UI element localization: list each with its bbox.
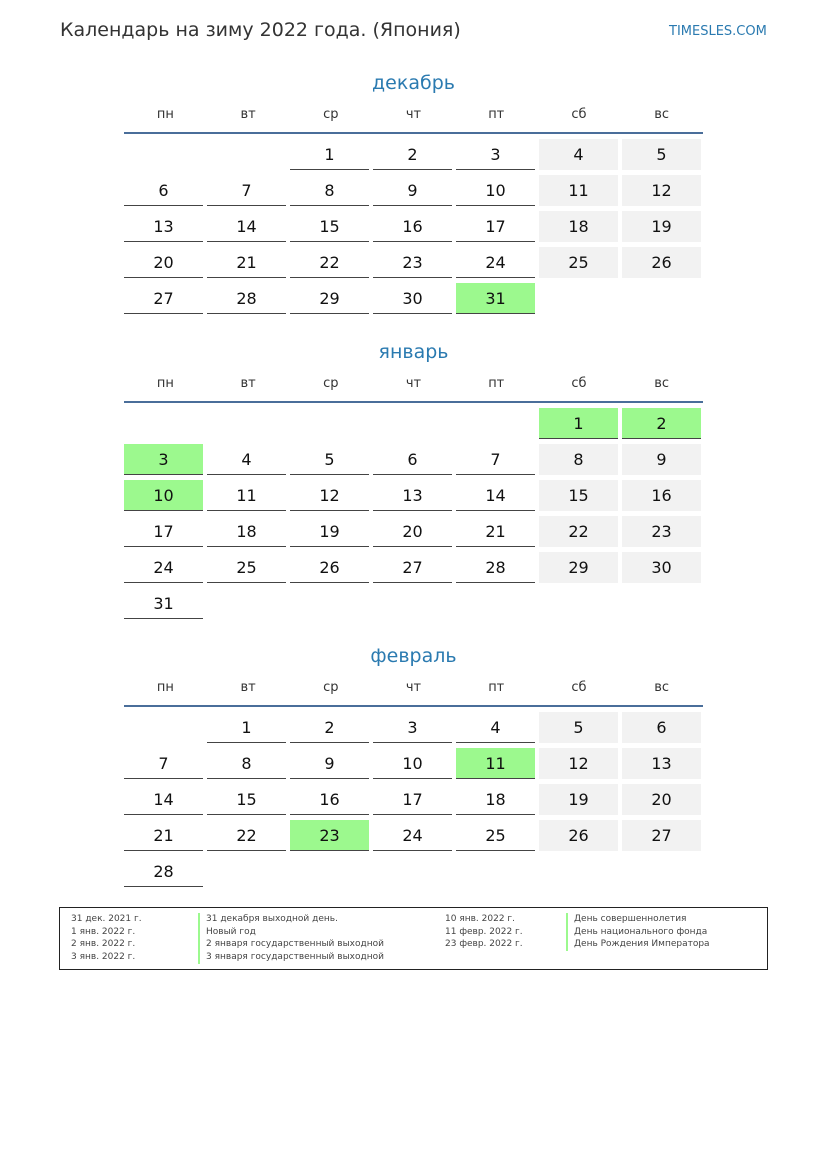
- weekend-day-cell: 5: [622, 139, 701, 170]
- day-cell: 29: [290, 283, 369, 314]
- week-row: [124, 408, 703, 444]
- month-name: февраль: [370, 645, 457, 667]
- day-cell: 14: [124, 784, 203, 815]
- day-cell: 24: [124, 552, 203, 583]
- empty-cell: [207, 856, 286, 887]
- day-cell: 26: [290, 552, 369, 583]
- weekend-day-cell: 16: [622, 480, 701, 511]
- week-row: [124, 856, 703, 892]
- month-february: [124, 644, 703, 892]
- day-cell: 16: [373, 211, 452, 242]
- week-row: [124, 588, 703, 624]
- weekend-day-cell: 18: [539, 211, 618, 242]
- weekday-label: сб: [571, 107, 587, 122]
- weekend-day-cell: 22: [539, 516, 618, 547]
- week-row: [124, 748, 703, 784]
- holiday-day-cell: 23: [290, 820, 369, 851]
- day-cell: 1: [290, 139, 369, 170]
- empty-cell: [290, 588, 369, 619]
- weekday-label: пт: [488, 376, 505, 391]
- weeks-grid: [124, 139, 703, 319]
- empty-cell: [539, 588, 618, 619]
- holiday-day-cell: 11: [456, 748, 535, 779]
- empty-cell: [456, 408, 535, 439]
- day-cell: 17: [456, 211, 535, 242]
- legend-holiday-name: День совершеннолетия: [566, 913, 710, 926]
- day-cell: 5: [290, 444, 369, 475]
- weekend-day-cell: 19: [539, 784, 618, 815]
- day-cell: 3: [373, 712, 452, 743]
- week-row: [124, 247, 703, 283]
- week-row: [124, 712, 703, 748]
- day-cell: 10: [456, 175, 535, 206]
- header-separator: [124, 705, 703, 707]
- weekday-label: ср: [323, 107, 339, 122]
- empty-cell: [207, 139, 286, 170]
- day-cell: 4: [456, 712, 535, 743]
- day-cell: 28: [456, 552, 535, 583]
- day-cell: 21: [207, 247, 286, 278]
- weekday-header: [124, 105, 703, 125]
- empty-cell: [539, 856, 618, 887]
- day-cell: 7: [124, 748, 203, 779]
- day-cell: 14: [456, 480, 535, 511]
- day-cell: 17: [373, 784, 452, 815]
- holiday-day-cell: 3: [124, 444, 203, 475]
- day-cell: 7: [207, 175, 286, 206]
- holiday-day-cell: 10: [124, 480, 203, 511]
- weekday-label: вс: [654, 376, 670, 391]
- weekend-day-cell: 26: [622, 247, 701, 278]
- empty-cell: [622, 588, 701, 619]
- weekend-day-cell: 13: [622, 748, 701, 779]
- empty-cell: [539, 283, 618, 314]
- empty-cell: [622, 856, 701, 887]
- site-link[interactable]: TIMESLES.COM: [669, 24, 767, 39]
- day-cell: 10: [373, 748, 452, 779]
- day-cell: 27: [373, 552, 452, 583]
- day-cell: 25: [456, 820, 535, 851]
- holiday-legend: [59, 907, 768, 970]
- day-cell: 8: [207, 748, 286, 779]
- weekend-day-cell: 23: [622, 516, 701, 547]
- weekend-day-cell: 27: [622, 820, 701, 851]
- month-name: декабрь: [372, 72, 455, 94]
- weeks-grid: [124, 712, 703, 892]
- empty-cell: [290, 856, 369, 887]
- empty-cell: [207, 588, 286, 619]
- week-row: [124, 820, 703, 856]
- legend-date: 11 февр. 2022 г.: [445, 926, 523, 937]
- legend-date: 23 февр. 2022 г.: [445, 939, 523, 950]
- legend-holiday-name: Новый год: [198, 926, 384, 939]
- day-cell: 22: [290, 247, 369, 278]
- empty-cell: [456, 856, 535, 887]
- weekday-label: вс: [654, 680, 670, 695]
- weekday-label: сб: [571, 376, 587, 391]
- day-cell: 11: [207, 480, 286, 511]
- day-cell: 22: [207, 820, 286, 851]
- weekday-label: ср: [323, 680, 339, 695]
- legend-left-dates: [71, 913, 142, 964]
- month-name: январь: [378, 341, 449, 363]
- week-row: [124, 444, 703, 480]
- weekday-label: пн: [156, 680, 174, 695]
- day-cell: 6: [124, 175, 203, 206]
- legend-date: 2 янв. 2022 г.: [71, 939, 136, 950]
- week-row: [124, 283, 703, 319]
- day-cell: 21: [456, 516, 535, 547]
- week-row: [124, 139, 703, 175]
- empty-cell: [622, 283, 701, 314]
- day-cell: 8: [290, 175, 369, 206]
- week-row: [124, 211, 703, 247]
- empty-cell: [373, 408, 452, 439]
- day-cell: 19: [290, 516, 369, 547]
- day-cell: 13: [124, 211, 203, 242]
- empty-cell: [373, 856, 452, 887]
- day-cell: 13: [373, 480, 452, 511]
- legend-date: 10 янв. 2022 г.: [445, 914, 515, 924]
- weekday-label: чт: [405, 680, 422, 695]
- legend-holiday-name: 31 декабря выходной день.: [198, 913, 384, 926]
- weekday-label: вт: [240, 107, 256, 122]
- day-cell: 6: [373, 444, 452, 475]
- empty-cell: [373, 588, 452, 619]
- weekend-day-cell: 11: [539, 175, 618, 206]
- legend-date: 1 янв. 2022 г.: [71, 926, 136, 937]
- day-cell: 3: [456, 139, 535, 170]
- weekend-day-cell: 26: [539, 820, 618, 851]
- weekday-header: [124, 374, 703, 394]
- day-cell: 24: [456, 247, 535, 278]
- weekday-label: ср: [323, 376, 339, 391]
- day-cell: 31: [124, 588, 203, 619]
- weekend-day-cell: 8: [539, 444, 618, 475]
- day-cell: 15: [207, 784, 286, 815]
- weekday-header: [124, 678, 703, 698]
- day-cell: 1: [207, 712, 286, 743]
- empty-cell: [124, 712, 203, 743]
- header-separator: [124, 401, 703, 403]
- holiday-day-cell: 2: [622, 408, 701, 439]
- empty-cell: [124, 408, 203, 439]
- day-cell: 9: [290, 748, 369, 779]
- week-row: [124, 784, 703, 820]
- day-cell: 25: [207, 552, 286, 583]
- holiday-day-cell: 1: [539, 408, 618, 439]
- weekday-label: чт: [405, 107, 422, 122]
- day-cell: 14: [207, 211, 286, 242]
- day-cell: 28: [124, 856, 203, 887]
- weekend-day-cell: 9: [622, 444, 701, 475]
- day-cell: 9: [373, 175, 452, 206]
- weekday-label: чт: [405, 376, 422, 391]
- day-cell: 17: [124, 516, 203, 547]
- day-cell: 4: [207, 444, 286, 475]
- weekend-day-cell: 12: [622, 175, 701, 206]
- day-cell: 20: [124, 247, 203, 278]
- day-cell: 20: [373, 516, 452, 547]
- legend-left-names: [198, 913, 384, 964]
- weekend-day-cell: 5: [539, 712, 618, 743]
- weekday-label: пт: [488, 680, 505, 695]
- day-cell: 15: [290, 211, 369, 242]
- weekend-day-cell: 30: [622, 552, 701, 583]
- empty-cell: [456, 588, 535, 619]
- page-title: Календарь на зиму 2022 года. (Япония): [60, 19, 461, 41]
- holiday-day-cell: 31: [456, 283, 535, 314]
- day-cell: 2: [373, 139, 452, 170]
- empty-cell: [124, 139, 203, 170]
- legend-holiday-name: 3 января государственный выходной: [198, 951, 384, 964]
- day-cell: 2: [290, 712, 369, 743]
- day-cell: 30: [373, 283, 452, 314]
- legend-right-dates: [445, 913, 523, 951]
- week-row: [124, 552, 703, 588]
- day-cell: 23: [373, 247, 452, 278]
- week-row: [124, 480, 703, 516]
- weekday-label: вт: [240, 680, 256, 695]
- day-cell: 18: [456, 784, 535, 815]
- header-separator: [124, 132, 703, 134]
- day-cell: 28: [207, 283, 286, 314]
- weekend-day-cell: 12: [539, 748, 618, 779]
- weekend-day-cell: 4: [539, 139, 618, 170]
- weekend-day-cell: 20: [622, 784, 701, 815]
- day-cell: 16: [290, 784, 369, 815]
- day-cell: 7: [456, 444, 535, 475]
- weekend-day-cell: 6: [622, 712, 701, 743]
- weekday-label: сб: [571, 680, 587, 695]
- empty-cell: [207, 408, 286, 439]
- weekday-label: вт: [240, 376, 256, 391]
- week-row: [124, 516, 703, 552]
- legend-date: 3 янв. 2022 г.: [71, 952, 136, 963]
- weekday-label: пн: [156, 107, 174, 122]
- day-cell: 27: [124, 283, 203, 314]
- empty-cell: [290, 408, 369, 439]
- weeks-grid: [124, 408, 703, 624]
- legend-date: 31 дек. 2021 г.: [71, 914, 142, 924]
- legend-holiday-name: День Рождения Императора: [566, 938, 710, 951]
- weekday-label: пн: [156, 376, 174, 391]
- weekend-day-cell: 19: [622, 211, 701, 242]
- week-row: [124, 175, 703, 211]
- legend-right-names: [566, 913, 710, 951]
- day-cell: 21: [124, 820, 203, 851]
- day-cell: 18: [207, 516, 286, 547]
- legend-holiday-name: 2 января государственный выходной: [198, 938, 384, 951]
- weekend-day-cell: 29: [539, 552, 618, 583]
- month-january: [124, 340, 703, 624]
- weekday-label: вс: [654, 107, 670, 122]
- weekend-day-cell: 25: [539, 247, 618, 278]
- weekend-day-cell: 15: [539, 480, 618, 511]
- month-december: [124, 71, 703, 319]
- weekday-label: пт: [488, 107, 505, 122]
- day-cell: 12: [290, 480, 369, 511]
- legend-holiday-name: День национального фонда: [566, 926, 710, 939]
- day-cell: 24: [373, 820, 452, 851]
